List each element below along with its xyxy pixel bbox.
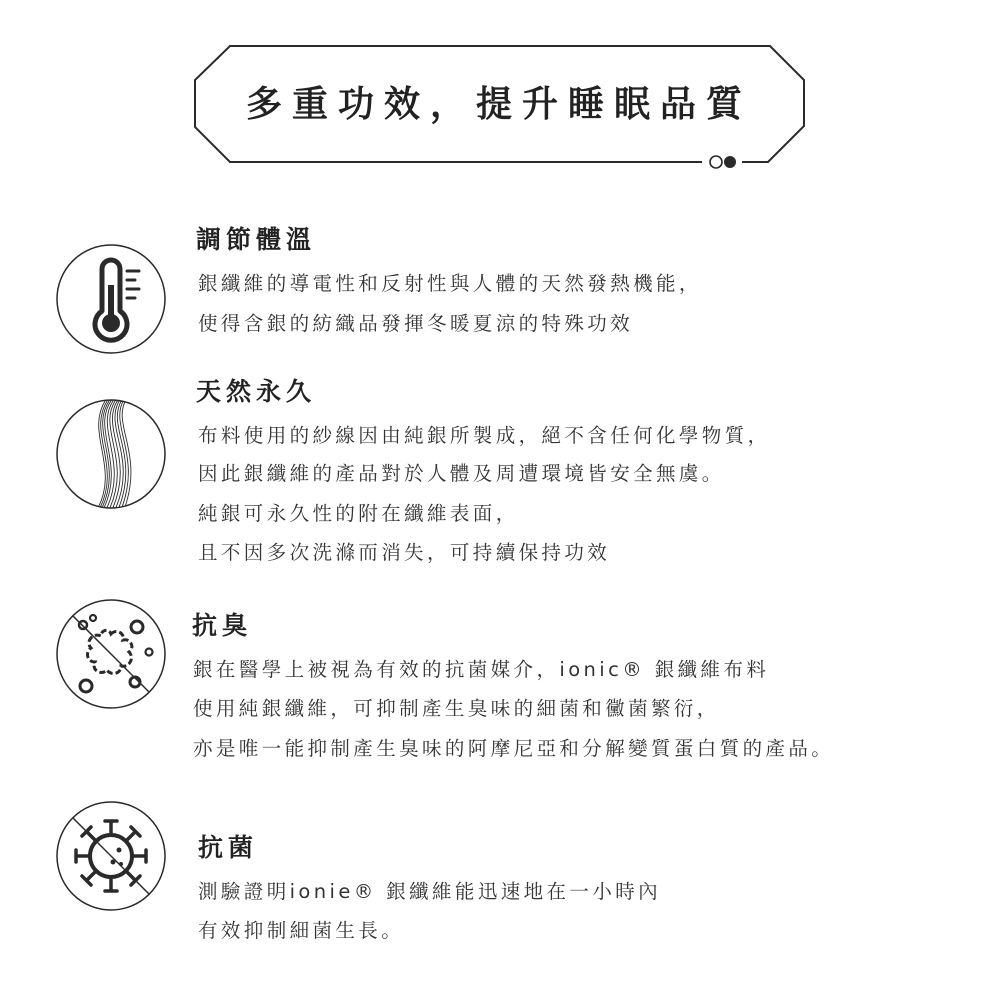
section-text-line: 因此銀纖維的產品對於人體及周遭環境皆安全無虞。 (198, 462, 725, 485)
two-dots-icon (702, 152, 742, 172)
silver-fiber-strands-icon (55, 398, 167, 510)
section-text-line: 亦是唯一能抑制產生臭味的阿摩尼亞和分解變質蛋白質的產品。 (193, 737, 835, 760)
thermometer-icon (55, 243, 167, 355)
section-text-line: 布料使用的紗線因由純銀所製成，絕不含任何化學物質， (198, 424, 771, 447)
section-text-line: 且不因多次洗滌而消失，可持續保持功效 (198, 541, 611, 564)
section-text-line: 銀在醫學上被視為有效的抗菌媒介，ionic® 銀纖維布料 (193, 658, 770, 681)
section-text-line: 銀纖維的導電性和反射性與人體的天然發熱機能， (198, 272, 702, 295)
section-text-line: 使得含銀的紡織品發揮冬暖夏涼的特殊功效 (198, 312, 634, 335)
section-heading: 天然永久 (196, 377, 317, 406)
section-heading: 抗臭 (192, 611, 253, 640)
section-heading: 抗菌 (198, 833, 259, 862)
section-heading: 調節體溫 (196, 225, 317, 254)
title-banner (0, 0, 999, 180)
section-text-line: 純銀可永久性的附在纖維表面， (198, 502, 519, 525)
section-text-line: 使用純銀纖維，可抑制產生臭味的細菌和黴菌繁衍， (193, 697, 720, 720)
section-text-line: 測驗證明ionie® 銀纖維能迅速地在一小時內 (198, 880, 662, 903)
no-odor-icon (55, 598, 167, 710)
no-virus-icon (55, 800, 167, 912)
section-text-line: 有效抑制細菌生長。 (198, 919, 405, 942)
page-title: 多重功效，提升睡眠品質 (245, 84, 752, 125)
